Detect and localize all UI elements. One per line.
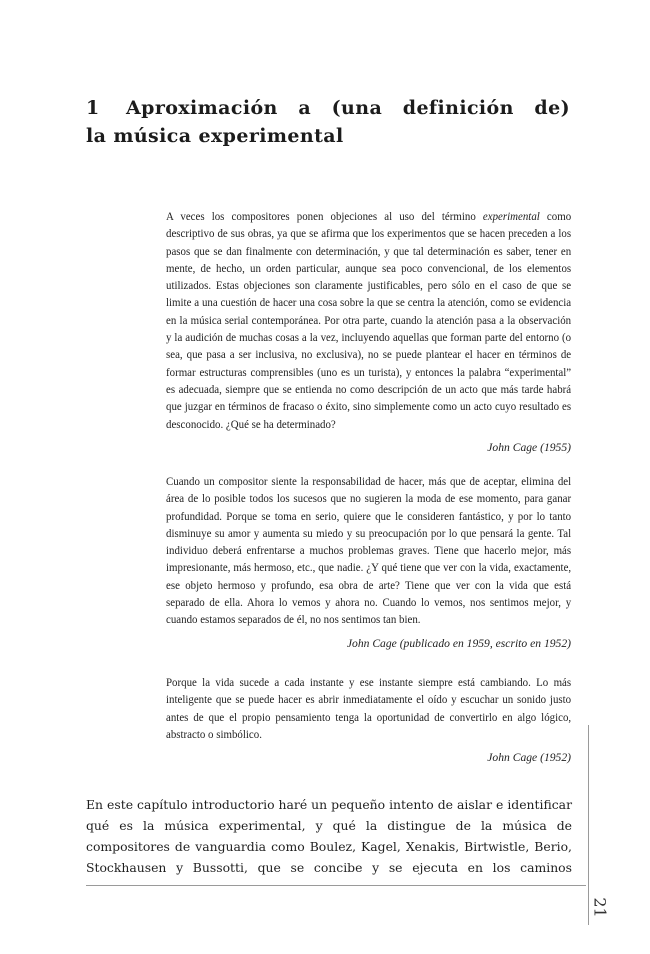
epigraph-1: [166, 208, 571, 456]
epigraph-3: [166, 674, 571, 766]
epigraph-attribution: John Cage (1952): [487, 751, 571, 765]
epigraph-attribution: John Cage (publicado en 1959, escrito en 1952): [346, 636, 571, 650]
chapter-title-line-2: la música experimental: [86, 125, 344, 147]
chapter-title: [86, 94, 570, 150]
page-number-text: 21: [590, 896, 610, 918]
footer-rule: [86, 885, 586, 886]
chapter-title-line-1: [86, 94, 570, 122]
chapter-number: 1: [86, 97, 100, 119]
epigraph-text: Porque la vida sucede a cada instante y ese instante siempre está cambiando. Lo más inteligente que se puede hacer es abrir inmediatamente el oído y escuchar un sonido justo antes de que el propio pensamiento tenga la oportunidad de convertirlo en algo lógico, abstracto o simbólico.: [166, 676, 572, 741]
epigraph-text: A veces los compositores ponen objeciones al uso del término experimental como descriptivo de sus obras, ya que se afirma que los experimentos que se hacen preceden a los pasos que se dan finalmente con determinación, y que tal determinación es saber, tener en mente, de hecho, un orden particular, aunque sea poco convencional, de los elementos utilizados. Estas objeciones son claramente justificables, pero sólo en el caso de que se limite a una cuestión de hacer una cosa sobre la que se centra la atención, como se evidencia en la música serial contemporánea. Por otra parte, cuando la atención pasa a la observación y la audición de muchas cosas a la vez, incluyendo aquellas que forman parte del entorno (o sea, que pasa a ser inclusiva, no exclusiva), no se puede plantear el hacer en términos de formar estructuras comprensibles (uno es un turista), y entonces la palabra “experimental” es adecuada, siempre que se entienda no como descripción de un acto que más tarde habrá que juzgar en términos de fracaso o éxito, sino simplemente como un acto cuyo resultado es desconocido. ¿Qué se ha determinado?: [166, 210, 572, 431]
epigraph-2: [166, 473, 571, 652]
body-paragraph: En este capítulo introductorio haré un pequeño intento de aislar e identificar qué es la música experimental, y qué la distingue de la música de compositores de vanguardia como Boulez, Kagel, Xenakis, Birtwistle, Berio, Stockhausen y Bussotti, que se concibe y se ejecuta en los caminos: [86, 797, 572, 875]
chapter-title-text: Aproximación a (una definición de): [126, 97, 570, 119]
epigraph-text: Cuando un compositor siente la responsabilidad de hacer, más que de aceptar, elimina del área de lo posible todos los sucesos que no sugieren la moda de ese momento, para ganar profundidad. Porque se toma en serio, quiere que le consideren fantástico, y por lo tanto disminuye su amor y aumenta su miedo y su preocupación por lo que pensará la gente. Tal individuo deberá enfrentarse a muchos problemas graves. Tiene que hacerlo mejor, más impresionante, más hermoso, etc., que nadie. ¿Y qué tiene que ver con la vida, exactamente, ese objeto hermoso y profundo, esa obra de arte? Tiene que ver con la vida que está separado de ella. Ahora lo vemos y ahora no. Cuando lo vemos, nos sentimos mejor, y cuando estamos separados de él, no nos sentimos tan bien.: [166, 475, 572, 627]
page-number: [588, 890, 612, 924]
epigraph-attribution: John Cage (1955): [487, 440, 571, 454]
emphasized-term: experimental: [482, 210, 540, 223]
